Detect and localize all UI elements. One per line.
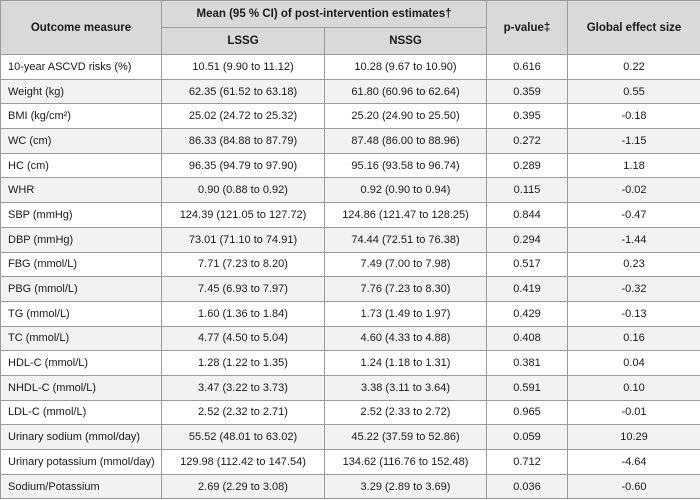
table-row xyxy=(1,277,700,302)
cell-p-value: 0.115 xyxy=(487,178,568,203)
cell-global-effect-size: -0.60 xyxy=(568,474,700,499)
table-row xyxy=(1,104,700,129)
cell-lssg-estimate: 96.35 (94.79 to 97.90) xyxy=(162,153,325,178)
cell-outcome-measure: BMI (kg/cm²) xyxy=(1,104,162,129)
table-row xyxy=(1,252,700,277)
cell-lssg-estimate: 73.01 (71.10 to 74.91) xyxy=(162,227,325,252)
header-mean-ci: Mean (95 % CI) of post-intervention estimates† xyxy=(162,1,487,28)
cell-p-value: 0.059 xyxy=(487,425,568,450)
cell-outcome-measure: NHDL-C (mmol/L) xyxy=(1,375,162,400)
cell-p-value: 0.429 xyxy=(487,301,568,326)
cell-nssg-estimate: 10.28 (9.67 to 10.90) xyxy=(325,55,487,80)
cell-outcome-measure: WHR xyxy=(1,178,162,203)
cell-global-effect-size: -1.15 xyxy=(568,129,700,154)
table-row xyxy=(1,301,700,326)
cell-outcome-measure: Urinary sodium (mmol/day) xyxy=(1,425,162,450)
cell-global-effect-size: -1.44 xyxy=(568,227,700,252)
cell-lssg-estimate: 1.28 (1.22 to 1.35) xyxy=(162,351,325,376)
cell-outcome-measure: 10-year ASCVD risks (%) xyxy=(1,55,162,80)
cell-global-effect-size: 0.10 xyxy=(568,375,700,400)
cell-lssg-estimate: 2.69 (2.29 to 3.08) xyxy=(162,474,325,499)
header-global-effect-size: Global effect size xyxy=(568,1,700,55)
cell-outcome-measure: LDL-C (mmol/L) xyxy=(1,400,162,425)
cell-lssg-estimate: 7.45 (6.93 to 7.97) xyxy=(162,277,325,302)
cell-global-effect-size: 10.29 xyxy=(568,425,700,450)
table-row xyxy=(1,400,700,425)
cell-global-effect-size: -0.13 xyxy=(568,301,700,326)
cell-p-value: 0.272 xyxy=(487,129,568,154)
cell-nssg-estimate: 2.52 (2.33 to 2.72) xyxy=(325,400,487,425)
cell-lssg-estimate: 3.47 (3.22 to 3.73) xyxy=(162,375,325,400)
header-nssg: NSSG xyxy=(325,28,487,55)
table-row xyxy=(1,55,700,80)
table-row xyxy=(1,474,700,499)
cell-outcome-measure: Sodium/Potassium xyxy=(1,474,162,499)
cell-global-effect-size: 0.04 xyxy=(568,351,700,376)
cell-global-effect-size: 0.22 xyxy=(568,55,700,80)
cell-lssg-estimate: 10.51 (9.90 to 11.12) xyxy=(162,55,325,80)
table-row xyxy=(1,425,700,450)
table-row xyxy=(1,326,700,351)
cell-global-effect-size: 1.18 xyxy=(568,153,700,178)
cell-nssg-estimate: 74.44 (72.51 to 76.38) xyxy=(325,227,487,252)
cell-lssg-estimate: 4.77 (4.50 to 5.04) xyxy=(162,326,325,351)
table-row xyxy=(1,178,700,203)
cell-outcome-measure: FBG (mmol/L) xyxy=(1,252,162,277)
cell-outcome-measure: WC (cm) xyxy=(1,129,162,154)
cell-outcome-measure: PBG (mmol/L) xyxy=(1,277,162,302)
header-p-value: p-value‡ xyxy=(487,1,568,55)
table-row xyxy=(1,227,700,252)
cell-p-value: 0.712 xyxy=(487,450,568,475)
table-row xyxy=(1,153,700,178)
table-row xyxy=(1,450,700,475)
cell-p-value: 0.965 xyxy=(487,400,568,425)
cell-p-value: 0.289 xyxy=(487,153,568,178)
header-lssg: LSSG xyxy=(162,28,325,55)
table-header xyxy=(1,1,700,55)
cell-nssg-estimate: 25.20 (24.90 to 25.50) xyxy=(325,104,487,129)
cell-lssg-estimate: 0.90 (0.88 to 0.92) xyxy=(162,178,325,203)
cell-nssg-estimate: 0.92 (0.90 to 0.94) xyxy=(325,178,487,203)
cell-nssg-estimate: 45.22 (37.59 to 52.86) xyxy=(325,425,487,450)
cell-p-value: 0.591 xyxy=(487,375,568,400)
table-row xyxy=(1,375,700,400)
cell-outcome-measure: TC (mmol/L) xyxy=(1,326,162,351)
cell-p-value: 0.294 xyxy=(487,227,568,252)
cell-p-value: 0.395 xyxy=(487,104,568,129)
cell-p-value: 0.381 xyxy=(487,351,568,376)
cell-nssg-estimate: 7.76 (7.23 to 8.30) xyxy=(325,277,487,302)
cell-nssg-estimate: 87.48 (86.00 to 88.96) xyxy=(325,129,487,154)
cell-global-effect-size: -0.47 xyxy=(568,203,700,228)
cell-nssg-estimate: 95.16 (93.58 to 96.74) xyxy=(325,153,487,178)
cell-global-effect-size: 0.23 xyxy=(568,252,700,277)
header-outcome-measure: Outcome measure xyxy=(1,1,162,55)
cell-global-effect-size: -4.64 xyxy=(568,450,700,475)
cell-nssg-estimate: 134.62 (116.76 to 152.48) xyxy=(325,450,487,475)
cell-nssg-estimate: 3.38 (3.11 to 3.64) xyxy=(325,375,487,400)
cell-p-value: 0.359 xyxy=(487,79,568,104)
table-row xyxy=(1,351,700,376)
cell-outcome-measure: HC (cm) xyxy=(1,153,162,178)
cell-global-effect-size: -0.02 xyxy=(568,178,700,203)
cell-nssg-estimate: 7.49 (7.00 to 7.98) xyxy=(325,252,487,277)
cell-nssg-estimate: 1.24 (1.18 to 1.31) xyxy=(325,351,487,376)
cell-lssg-estimate: 86.33 (84.88 to 87.79) xyxy=(162,129,325,154)
cell-nssg-estimate: 1.73 (1.49 to 1.97) xyxy=(325,301,487,326)
cell-lssg-estimate: 1.60 (1.36 to 1.84) xyxy=(162,301,325,326)
cell-p-value: 0.408 xyxy=(487,326,568,351)
table-row xyxy=(1,203,700,228)
cell-p-value: 0.036 xyxy=(487,474,568,499)
cell-outcome-measure: HDL-C (mmol/L) xyxy=(1,351,162,376)
cell-lssg-estimate: 25.02 (24.72 to 25.32) xyxy=(162,104,325,129)
cell-p-value: 0.616 xyxy=(487,55,568,80)
table-row xyxy=(1,79,700,104)
cell-lssg-estimate: 55.52 (48.01 to 63.02) xyxy=(162,425,325,450)
cell-nssg-estimate: 4.60 (4.33 to 4.88) xyxy=(325,326,487,351)
cell-nssg-estimate: 3.29 (2.89 to 3.69) xyxy=(325,474,487,499)
cell-lssg-estimate: 7.71 (7.23 to 8.20) xyxy=(162,252,325,277)
cell-outcome-measure: Urinary potassium (mmol/day) xyxy=(1,450,162,475)
cell-global-effect-size: 0.16 xyxy=(568,326,700,351)
table-row xyxy=(1,129,700,154)
cell-nssg-estimate: 61.80 (60.96 to 62.64) xyxy=(325,79,487,104)
cell-lssg-estimate: 2.52 (2.32 to 2.71) xyxy=(162,400,325,425)
cell-global-effect-size: -0.18 xyxy=(568,104,700,129)
cell-lssg-estimate: 62.35 (61.52 to 63.18) xyxy=(162,79,325,104)
cell-outcome-measure: Weight (kg) xyxy=(1,79,162,104)
table-body xyxy=(1,55,700,499)
cell-global-effect-size: 0.55 xyxy=(568,79,700,104)
cell-p-value: 0.517 xyxy=(487,252,568,277)
cell-lssg-estimate: 129.98 (112.42 to 147.54) xyxy=(162,450,325,475)
cell-p-value: 0.844 xyxy=(487,203,568,228)
cell-outcome-measure: DBP (mmHg) xyxy=(1,227,162,252)
cell-p-value: 0.419 xyxy=(487,277,568,302)
cell-outcome-measure: SBP (mmHg) xyxy=(1,203,162,228)
cell-lssg-estimate: 124.39 (121.05 to 127.72) xyxy=(162,203,325,228)
cell-global-effect-size: -0.32 xyxy=(568,277,700,302)
cell-nssg-estimate: 124.86 (121.47 to 128.25) xyxy=(325,203,487,228)
cell-global-effect-size: -0.01 xyxy=(568,400,700,425)
cell-outcome-measure: TG (mmol/L) xyxy=(1,301,162,326)
